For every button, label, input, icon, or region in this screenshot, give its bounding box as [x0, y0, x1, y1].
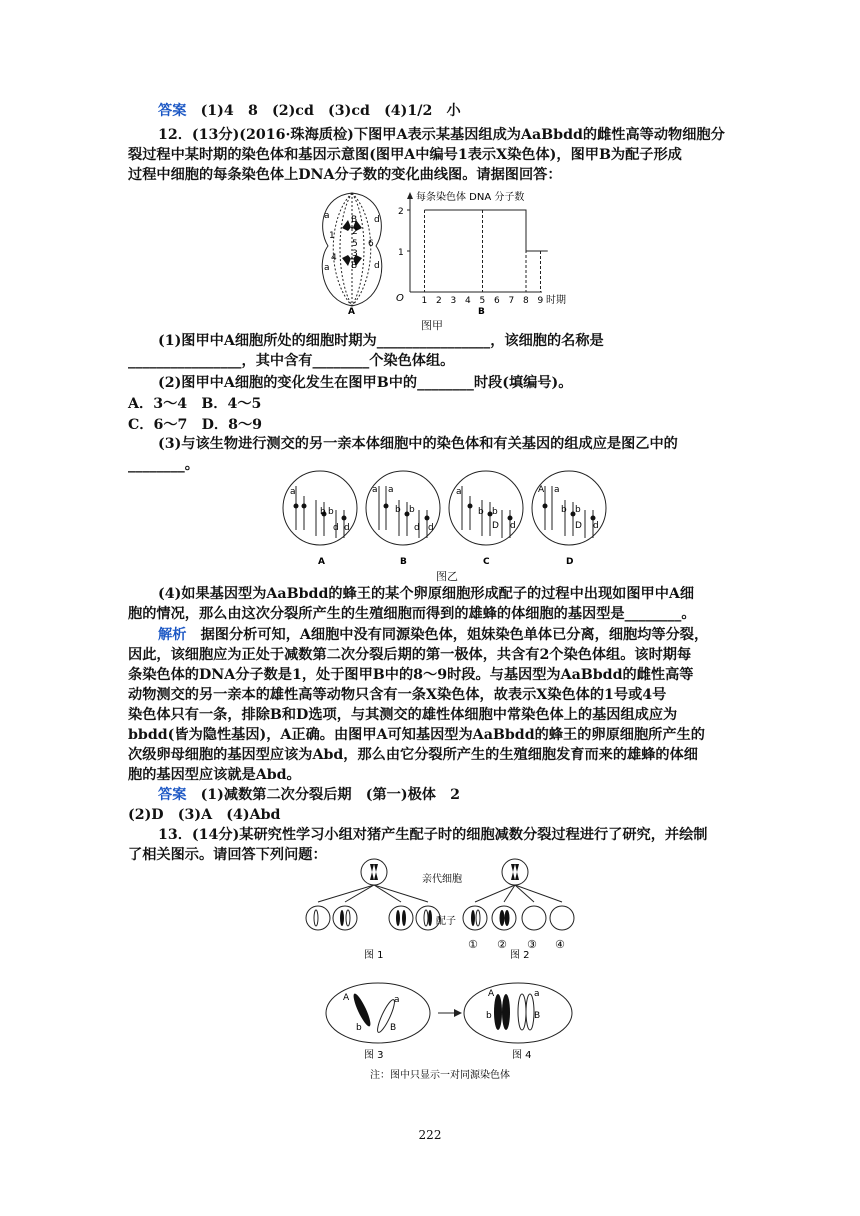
svg-text:图 1: 图 1	[364, 950, 384, 961]
x-tick-7: 7	[508, 296, 515, 306]
explanation-1: 解析 据图分析可知，A细胞中没有同源染色体，姐妹染色单体已分离，细胞均等分裂，	[158, 627, 709, 643]
svg-text:6: 6	[368, 239, 374, 249]
q12-2-opt-cd: C．6～7 D．8～9	[128, 417, 263, 433]
explanation-7: 次级卵母细胞的基因型应该为Abd，那么由它分裂所产生的生殖细胞发育而来的雄蜂的体细	[128, 747, 698, 763]
figure-yi	[282, 466, 612, 570]
svg-text:亲代细胞: 亲代细胞	[422, 874, 462, 885]
x-tick-2: 2	[436, 296, 442, 306]
svg-text:A: A	[318, 557, 325, 567]
svg-text:图 3: 图 3	[364, 1050, 384, 1061]
q12-4b: 胞的情况，那么由这次分裂所产生的生殖细胞而得到的雄蜂的体细胞的基因型是________。	[128, 606, 696, 622]
svg-text:4: 4	[331, 253, 337, 263]
svg-text:D: D	[575, 521, 582, 531]
svg-text:b: b	[356, 1023, 362, 1033]
svg-text:图 2: 图 2	[510, 950, 530, 961]
svg-text:a: a	[456, 487, 462, 497]
svg-text:d: d	[374, 215, 380, 225]
svg-text:d: d	[510, 521, 516, 531]
x-tick-9: 9	[537, 296, 544, 306]
svg-text:A: A	[348, 307, 355, 316]
svg-text:注：图中只显示一对同源染色体: 注：图中只显示一对同源染色体	[370, 1070, 510, 1081]
q12-3b: ________。	[128, 457, 199, 473]
q12-3a: (3)与该生物进行测交的另一亲本体细胞中的染色体和有关基因的组成应是图乙中的	[158, 436, 678, 452]
svg-text:d: d	[333, 523, 339, 533]
svg-text:5: 5	[352, 239, 358, 249]
svg-text:A: A	[538, 485, 545, 495]
svg-text:O: O	[396, 293, 404, 304]
svg-text:1: 1	[398, 248, 404, 258]
x-tick-5: 5	[479, 296, 486, 306]
page-number: 222	[418, 1128, 442, 1142]
x-tick-6: 6	[494, 296, 500, 306]
svg-text:a: a	[290, 487, 296, 497]
svg-text:④: ④	[555, 938, 565, 951]
svg-text:d: d	[414, 523, 420, 533]
q12-4a: (4)如果基因型为AaBbdd的蜂王的某个卵原细胞形成配子的过程中出现如图甲中A细	[158, 586, 695, 602]
svg-text:B: B	[534, 1011, 541, 1021]
svg-text:A: A	[488, 989, 495, 999]
answer-12-cont: (2)D (3)A (4)Abd	[128, 807, 281, 823]
svg-text:D: D	[566, 557, 574, 567]
svg-text:B: B	[478, 307, 485, 317]
svg-text:D: D	[492, 521, 499, 531]
q12-1b: ________________，其中含有________个染色体组。	[128, 353, 455, 369]
svg-text:a: a	[554, 485, 560, 495]
svg-text:d: d	[593, 521, 599, 531]
svg-text:b: b	[320, 507, 326, 517]
svg-text:b: b	[575, 505, 581, 515]
svg-text:d: d	[344, 523, 350, 533]
x-tick-3: 3	[450, 296, 457, 306]
q12-2: (2)图甲中A细胞的变化发生在图甲B中的________时段(填编号)。	[158, 375, 573, 391]
explanation-4: 动物测交的另一亲本的雄性高等动物只含有一条X染色体，故表示X染色体的1号或4号	[128, 687, 667, 703]
q13-stem-1: 13．(14分)某研究性学习小组对猪产生配子时的细胞减数分裂过程进行了研究，并绘制	[158, 827, 708, 843]
svg-text:a: a	[534, 989, 540, 999]
y-axis-label: 每条染色体 DNA 分子数	[416, 192, 525, 203]
svg-text:B: B	[400, 557, 407, 567]
x-axis-label: 时期	[546, 295, 566, 306]
q12-stem-2: 裂过程中某时期的染色体和基因示意图(图甲A中编号1表示X染色体)，图甲B为配子形成	[128, 147, 682, 163]
svg-text:B: B	[390, 1023, 397, 1033]
svg-text:a: a	[324, 263, 330, 273]
svg-text:①: ①	[468, 938, 478, 951]
q13-stem-2: 了相关图示。请回答下列问题：	[128, 847, 327, 863]
q12-2-opt-ab: A．3～4 B．4～5	[128, 396, 262, 412]
svg-text:图 4: 图 4	[512, 1050, 532, 1061]
svg-text:配子: 配子	[436, 916, 456, 927]
svg-text:b: b	[328, 507, 334, 517]
svg-text:b: b	[478, 507, 484, 517]
svg-text:a: a	[324, 211, 330, 221]
svg-text:C: C	[483, 557, 490, 567]
q12-stem-1: 12．(13分)(2016·珠海质检)下图甲A表示某基因组成为AaBbdd的雌性高等动物细胞分	[158, 127, 725, 143]
q12-stem-3: 过程中细胞的每条染色体上DNA分子数的变化曲线图。请据图回答：	[128, 167, 562, 183]
prev-answer: 答案 (1)4 8 (2)cd (3)cd (4)1/2 小	[158, 103, 461, 119]
figure-13	[300, 852, 600, 1084]
svg-text:b: b	[561, 505, 567, 515]
svg-text:B: B	[351, 261, 358, 271]
svg-text:b: b	[409, 505, 415, 515]
figure-jia-caption: 图甲	[421, 319, 443, 332]
svg-text:d: d	[374, 261, 380, 271]
explanation-6: bbdd(皆为隐性基因)，A正确。由图甲A可知基因型为AaBbdd的蜂王的卵原细胞所产生的	[128, 727, 705, 743]
explanation-3: 条染色体的DNA分子数是1，处于图甲B中的8～9时段。与基因型为AaBbdd的雌性高等	[128, 667, 694, 683]
svg-text:B: B	[351, 215, 358, 225]
svg-text:③: ③	[527, 938, 537, 951]
svg-text:2: 2	[352, 227, 358, 237]
svg-text:d: d	[428, 523, 434, 533]
figure-jia-b-chart	[392, 188, 582, 318]
explanation-5: 染色体只有一条，排除B和D选项，与其测交的雄性体细胞中常染色体上的基因组成应为	[128, 707, 678, 723]
svg-text:a: a	[372, 485, 378, 495]
figure-jia-a	[312, 188, 392, 316]
x-tick-8: 8	[523, 296, 529, 306]
svg-text:b: b	[395, 505, 401, 515]
explanation-8: 胞的基因型应该就是Abd。	[128, 767, 301, 783]
svg-text:b: b	[492, 507, 498, 517]
svg-text:A: A	[343, 993, 350, 1003]
q12-1a: (1)图甲中A细胞所处的细胞时期为________________，该细胞的名称是	[158, 333, 604, 349]
svg-text:b: b	[486, 1011, 492, 1021]
svg-text:a: a	[388, 485, 394, 495]
x-tick-4: 4	[465, 296, 471, 306]
explanation-2: 因此，该细胞应为正处于减数第二次分裂后期的第一极体，共含有2个染色体组。该时期每	[128, 647, 692, 663]
svg-text:a: a	[394, 995, 400, 1005]
dna-curve	[425, 210, 548, 251]
svg-text:②: ②	[497, 938, 507, 951]
x-tick-1: 1	[421, 296, 428, 306]
figure-yi-caption: 图乙	[436, 570, 458, 583]
answer-12: 答案 (1)减数第二次分裂后期 (第一)极体 2	[158, 787, 461, 803]
svg-text:2: 2	[398, 207, 404, 217]
svg-text:3: 3	[352, 249, 358, 259]
svg-text:1: 1	[329, 231, 335, 241]
